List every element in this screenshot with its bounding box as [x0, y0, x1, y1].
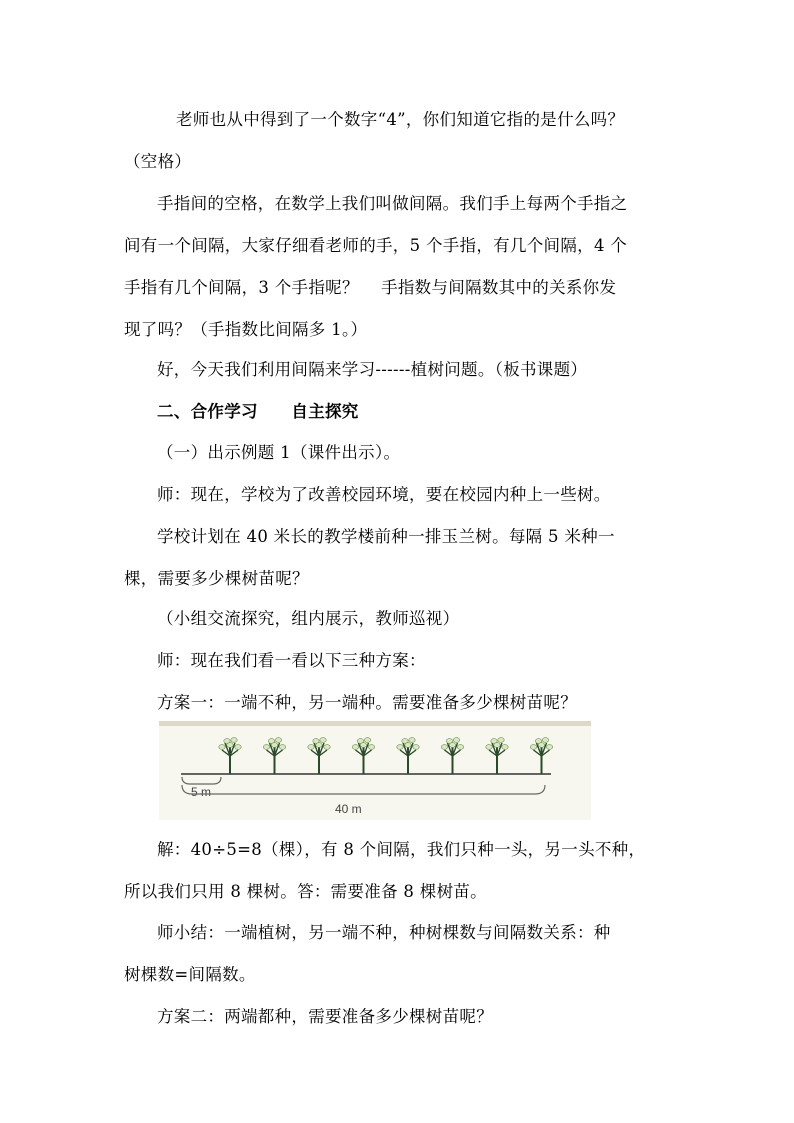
paragraph-fingers-line-1: 手指间的空格，在数学上我们叫做间隔。我们手上每两个手指之	[157, 194, 628, 213]
tree-planting-figure	[159, 721, 591, 820]
teacher-line-2: 师：现在我们看一看以下三种方案：	[157, 651, 426, 670]
summary-line-2: 树棵数=间隔数。	[124, 965, 256, 984]
plan-one: 方案一：一端不种，另一端种。需要准备多少棵树苗呢？	[157, 693, 577, 712]
teacher-line-1: 师：现在，学校为了改善校园环境，要在校园内种上一些树。	[157, 485, 611, 504]
figure-top-cropped-text	[159, 721, 591, 726]
problem-line-2: 棵，需要多少棵树苗呢？	[124, 569, 309, 588]
plan-two: 方案二：两端都种，需要准备多少棵树苗呢？	[157, 1007, 493, 1026]
paragraph-fingers-line-2: 间有一个间隔，大家仔细看老师的手，5 个手指，有几个间隔，4 个	[124, 236, 628, 255]
solution-line-2: 所以我们只用 8 棵树。答：需要准备 8 棵树苗。	[124, 882, 487, 901]
paragraph-topic: 好，今天我们利用间隔来学习------植树问题。（板书课题）	[157, 360, 588, 379]
paragraph-intro-line-2: （空格）	[124, 152, 192, 171]
summary-line-1: 师小结：一端植树，另一端不种，种树棵数与间隔数关系：种	[157, 923, 611, 942]
figure-background	[159, 721, 591, 820]
solution-line-1: 解：40÷5=8（棵），有 8 个间隔，我们只种一头，另一头不种，	[157, 840, 646, 859]
total-label: 40 m	[335, 802, 362, 816]
example-intro: （一）出示例题 1（课件出示）。	[157, 443, 401, 462]
paragraph-intro-line-1: 老师也从中得到了一个数字“4”，你们知道它指的是什么吗？	[176, 110, 625, 129]
paragraph-fingers-line-4: 现了吗？（手指数比间隔多 1。）	[124, 320, 368, 339]
interval-label: 5 m	[191, 785, 212, 799]
section-heading: 二、合作学习 自主探究	[157, 402, 359, 421]
paragraph-fingers-line-3: 手指有几个间隔，3 个手指呢？ 手指数与间隔数其中的关系你发	[124, 278, 617, 297]
problem-line-1: 学校计划在 40 米长的教学楼前种一排玉兰树。每隔 5 米种一	[157, 527, 615, 546]
group-activity: （小组交流探究，组内展示，教师巡视）	[157, 609, 460, 628]
